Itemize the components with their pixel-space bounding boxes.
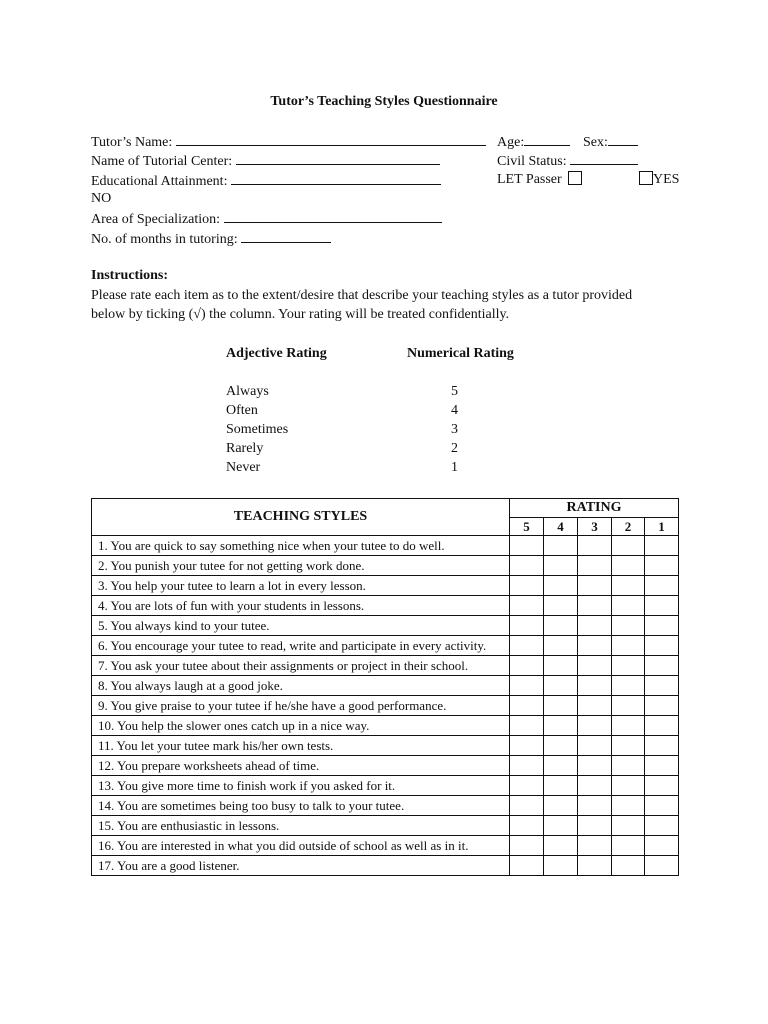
tutor-name-blank[interactable] — [176, 132, 486, 146]
item-text: 16. You are interested in what you did outside of school as well as in it. — [92, 836, 510, 856]
rating-cell[interactable] — [612, 796, 645, 816]
table-row — [92, 656, 679, 676]
let-passer-no-checkbox[interactable] — [568, 171, 582, 185]
rating-cell[interactable] — [612, 676, 645, 696]
rating-cell[interactable] — [578, 776, 612, 796]
tutor-name-field — [91, 132, 486, 152]
rating-cell[interactable] — [612, 656, 645, 676]
table-row — [92, 856, 679, 876]
rating-cell[interactable] — [510, 536, 544, 556]
table-row — [92, 816, 679, 836]
rating-cell[interactable] — [578, 536, 612, 556]
numerical-rating-header: Numerical Rating — [407, 346, 514, 361]
rating-cell[interactable] — [645, 576, 679, 596]
rating-cell[interactable] — [510, 616, 544, 636]
rating-cell[interactable] — [544, 756, 578, 776]
rating-cell[interactable] — [578, 756, 612, 776]
rating-column-header: 5 — [510, 518, 544, 536]
center-blank[interactable] — [236, 151, 440, 165]
rating-cell[interactable] — [510, 856, 544, 876]
rating-cell[interactable] — [645, 796, 679, 816]
rating-cell[interactable] — [544, 716, 578, 736]
rating-cell[interactable] — [510, 636, 544, 656]
instructions-heading: Instructions: — [91, 268, 169, 283]
page-title: Tutor’s Teaching Styles Questionnaire — [270, 94, 498, 109]
rating-cell[interactable] — [645, 656, 679, 676]
tutor-name-label: Tutor’s Name: — [91, 135, 173, 150]
table-row — [92, 736, 679, 756]
rating-cell[interactable] — [578, 836, 612, 856]
rating-cell[interactable] — [544, 596, 578, 616]
rating-column-header: 3 — [578, 518, 612, 536]
rating-cell[interactable] — [510, 836, 544, 856]
rating-cell[interactable] — [645, 636, 679, 656]
sex-label: Sex: — [583, 135, 608, 150]
table-row — [92, 696, 679, 716]
rating-cell[interactable] — [612, 596, 645, 616]
rating-cell[interactable] — [645, 556, 679, 576]
rating-header: RATING — [510, 499, 679, 518]
rating-cell[interactable] — [510, 816, 544, 836]
rating-cell[interactable] — [544, 616, 578, 636]
rating-cell[interactable] — [510, 556, 544, 576]
item-text: 2. You punish your tutee for not getting work done. — [92, 556, 510, 576]
rating-cell[interactable] — [645, 616, 679, 636]
item-text: 11. You let your tutee mark his/her own tests. — [92, 736, 510, 756]
rating-cell[interactable] — [544, 536, 578, 556]
rating-cell[interactable] — [612, 636, 645, 656]
rating-cell[interactable] — [645, 756, 679, 776]
yes-label: YES — [653, 172, 680, 187]
rating-cell[interactable] — [578, 676, 612, 696]
item-text: 13. You give more time to finish work if you asked for it. — [92, 776, 510, 796]
rating-cell[interactable] — [544, 816, 578, 836]
scale-adjective: Never — [226, 460, 261, 475]
scale-number: 4 — [451, 403, 458, 418]
instructions-line-2: below by ticking (√) the column. Your rating will be treated confidentially. — [91, 307, 510, 322]
rating-column-header: 4 — [544, 518, 578, 536]
rating-cell[interactable] — [578, 556, 612, 576]
table-row — [92, 576, 679, 596]
table-row — [92, 756, 679, 776]
instructions-line-1: Please rate each item as to the extent/desire that describe your teaching styles as a tutor provided — [91, 288, 633, 303]
rating-cell[interactable] — [510, 756, 544, 776]
rating-cell[interactable] — [645, 596, 679, 616]
table-row — [92, 836, 679, 856]
rating-cell[interactable] — [510, 576, 544, 596]
rating-cell[interactable] — [612, 536, 645, 556]
rating-cell[interactable] — [612, 756, 645, 776]
rating-cell[interactable] — [544, 696, 578, 716]
rating-cell[interactable] — [612, 816, 645, 836]
let-passer-yes-checkbox[interactable] — [639, 171, 653, 185]
civil-status-field — [497, 151, 638, 171]
scale-number: 2 — [451, 441, 458, 456]
let-yes-field — [639, 171, 679, 189]
rating-cell[interactable] — [544, 776, 578, 796]
sex-field — [583, 132, 638, 152]
rating-cell[interactable] — [645, 776, 679, 796]
age-blank[interactable] — [524, 132, 570, 146]
rating-cell[interactable] — [578, 576, 612, 596]
rating-cell[interactable] — [544, 656, 578, 676]
rating-cell[interactable] — [612, 556, 645, 576]
item-text: 1. You are quick to say something nice when your tutee to do well. — [92, 536, 510, 556]
rating-cell[interactable] — [612, 696, 645, 716]
item-text: 7. You ask your tutee about their assignments or project in their school. — [92, 656, 510, 676]
scale-number: 3 — [451, 422, 458, 437]
months-field — [91, 229, 331, 249]
table-row — [92, 596, 679, 616]
scale-number: 1 — [451, 460, 458, 475]
rating-cell[interactable] — [510, 736, 544, 756]
item-text: 3. You help your tutee to learn a lot in every lesson. — [92, 576, 510, 596]
rating-cell[interactable] — [645, 676, 679, 696]
no-line — [91, 190, 111, 208]
specialization-blank[interactable] — [224, 209, 442, 223]
rating-cell[interactable] — [612, 776, 645, 796]
rating-cell[interactable] — [578, 636, 612, 656]
rating-cell[interactable] — [510, 676, 544, 696]
rating-cell[interactable] — [612, 616, 645, 636]
rating-cell[interactable] — [578, 596, 612, 616]
rating-cell[interactable] — [510, 776, 544, 796]
rating-cell[interactable] — [612, 736, 645, 756]
rating-cell[interactable] — [578, 736, 612, 756]
item-text: 17. You are a good listener. — [92, 856, 510, 876]
scale-adjective: Often — [226, 403, 258, 418]
rating-cell[interactable] — [612, 716, 645, 736]
item-text: 15. You are enthusiastic in lessons. — [92, 816, 510, 836]
scale-adjective: Always — [226, 384, 269, 399]
table-row — [92, 776, 679, 796]
specialization-label: Area of Specialization: — [91, 212, 221, 227]
rating-cell[interactable] — [510, 796, 544, 816]
rating-cell[interactable] — [645, 856, 679, 876]
no-label: NO — [91, 191, 112, 206]
months-blank[interactable] — [241, 229, 331, 243]
rating-cell[interactable] — [645, 816, 679, 836]
specialization-field — [91, 209, 442, 229]
item-text: 4. You are lots of fun with your students in lessons. — [92, 596, 510, 616]
rating-cell[interactable] — [544, 556, 578, 576]
rating-cell[interactable] — [578, 656, 612, 676]
rating-cell[interactable] — [544, 736, 578, 756]
civil-status-blank[interactable] — [570, 151, 638, 165]
item-text: 8. You always laugh at a good joke. — [92, 676, 510, 696]
table-row — [92, 616, 679, 636]
education-blank[interactable] — [231, 171, 441, 185]
rating-cell[interactable] — [578, 796, 612, 816]
months-label: No. of months in tutoring: — [91, 232, 238, 247]
rating-cell[interactable] — [612, 836, 645, 856]
item-text: 6. You encourage your tutee to read, write and participate in every activity. — [92, 636, 510, 656]
scale-number: 5 — [451, 384, 458, 399]
rating-cell[interactable] — [544, 636, 578, 656]
rating-cell[interactable] — [578, 856, 612, 876]
table-row — [92, 636, 679, 656]
instructions-text — [91, 286, 681, 324]
rating-cell[interactable] — [645, 716, 679, 736]
rating-cell[interactable] — [645, 736, 679, 756]
age-field — [497, 132, 570, 152]
rating-cell[interactable] — [544, 796, 578, 816]
rating-column-header: 2 — [612, 518, 645, 536]
teaching-styles-header: TEACHING STYLES — [92, 499, 510, 536]
center-label: Name of Tutorial Center: — [91, 154, 233, 169]
table-row — [92, 536, 679, 556]
item-text: 14. You are sometimes being too busy to talk to your tutee. — [92, 796, 510, 816]
rating-cell[interactable] — [544, 856, 578, 876]
education-label: Educational Attainment: — [91, 174, 228, 189]
rating-column-header: 1 — [645, 518, 679, 536]
let-passer-field — [497, 171, 582, 189]
rating-cell[interactable] — [544, 576, 578, 596]
rating-cell[interactable] — [645, 836, 679, 856]
items-body — [92, 536, 679, 876]
table-row — [92, 676, 679, 696]
rating-cell[interactable] — [578, 616, 612, 636]
rating-cell[interactable] — [544, 676, 578, 696]
item-text: 9. You give praise to your tutee if he/she have a good performance. — [92, 696, 510, 716]
rating-cell[interactable] — [612, 856, 645, 876]
rating-cell[interactable] — [510, 656, 544, 676]
adjective-rating-header: Adjective Rating — [226, 346, 327, 361]
rating-cell[interactable] — [510, 596, 544, 616]
rating-cell[interactable] — [510, 716, 544, 736]
scale-adjective: Sometimes — [226, 422, 289, 437]
rating-cell[interactable] — [645, 696, 679, 716]
let-passer-label: LET Passer — [497, 172, 562, 187]
item-text: 12. You prepare worksheets ahead of time. — [92, 756, 510, 776]
table-row — [92, 556, 679, 576]
rating-cell[interactable] — [612, 576, 645, 596]
rating-cell[interactable] — [578, 696, 612, 716]
item-text: 5. You always kind to your tutee. — [92, 616, 510, 636]
teaching-styles-table — [91, 498, 679, 876]
rating-cell[interactable] — [578, 816, 612, 836]
rating-cell[interactable] — [510, 696, 544, 716]
age-label: Age: — [497, 135, 525, 150]
civil-status-label: Civil Status: — [497, 154, 567, 169]
table-row — [92, 716, 679, 736]
center-field — [91, 151, 440, 171]
rating-cell[interactable] — [544, 836, 578, 856]
sex-blank[interactable] — [608, 132, 638, 146]
rating-cell[interactable] — [645, 536, 679, 556]
scale-adjective: Rarely — [226, 441, 264, 456]
rating-cell[interactable] — [578, 716, 612, 736]
table-row — [92, 796, 679, 816]
education-field — [91, 171, 441, 191]
item-text: 10. You help the slower ones catch up in a nice way. — [92, 716, 510, 736]
